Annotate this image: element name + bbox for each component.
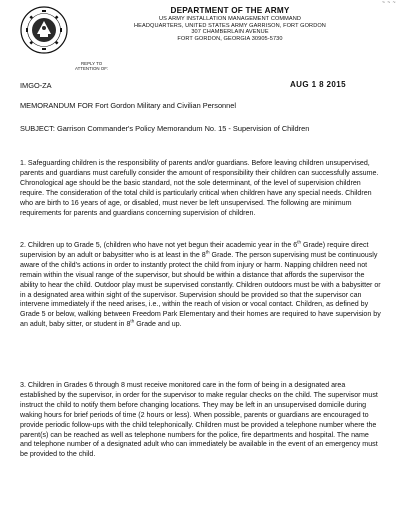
reply-to-block: [75, 61, 108, 71]
headquarters-line: HEADQUARTERS, UNITED STATES ARMY GARRISON, FORT GORDON: [134, 22, 326, 29]
corner-mark: ~ ~ ~: [381, 0, 396, 6]
paragraph-2-text: Grade and up.: [134, 320, 182, 329]
command-line: US ARMY INSTALLATION MANAGEMENT COMMAND: [158, 16, 302, 22]
ordinal-suffix: th: [205, 249, 210, 255]
city-address: FORT GORDON, GEORGIA 30905-5730: [177, 35, 283, 42]
office-symbol: IMGO-ZA: [20, 81, 52, 90]
paragraph-1: 1. Safeguarding children is the responsibility of parents and/or guardians. Before leaving children unsupervised, parents and guardians must carefully consider the amount of responsibility their children can successfully assume. Chronological age should be the basic standard, not the sole determinant, of the level of supervision children require. The consideration of the total child is particularly critical when children have any special needs. Children who are birth to 16 years of age, or disabled, must never be left unsupervised. The following are minimum requirements for parents and guardians concerning supervision of children.: [20, 159, 379, 217]
subject-line: SUBJECT: Garrison Commander's Policy Memorandum No. 15 - Supervision of Children: [20, 124, 310, 133]
ordinal-suffix: th: [130, 318, 135, 324]
paragraph-2-text: Grade. The person supervising must be continuously aware of the child's actions in order to instantly protect the child from injury or harm. Napping children need not remain within the visual range of the supervisor, but should be within a distance that affords the supervisor the ability to hear the child. Outdoor play must be supervised constantly. Children outdoors must be with a babysitter or in a designated area within sight of the supervisor. Supervision should be provided so that the supervisor can intervene immediately if the need arises, i.e., within the reach of vision or vocal contact. Children, as defined by Grade 5 or below, walking between Freedom Park Elementary and their homes are required to have supervision by an adult, baby sitter, or student in 8: [20, 250, 381, 329]
army-seal-icon: [20, 6, 68, 54]
department-title: DEPARTMENT OF THE ARMY: [170, 6, 290, 15]
paragraph-2-text: 2. Children up to Grade 5, (children who have not yet begun their academic year in the 6: [20, 241, 298, 249]
paragraph-3: 3. Children in Grades 6 through 8 must receive monitored care in the form of being in a designated area established by the supervisor, in order for the supervisor to make regular checks on the child. The supervisor must instruct the child to notify them before changing locations. They may be left in an unsupervised domicile during waking hours for brief periods of time (2 hours or less). When possible, parents or guardians are encouraged to provide periodic follow-ups with the child telephonically. Children must be provided a telephone number where the parent(s) can be reached as well as telephone numbers for the police, fire departments and hospital. The name and telephone number of a designated adult who can immediately be available in the event of an emergency must be provided to the child.: [20, 381, 378, 459]
memo-date: AUG 1 8 2015: [290, 80, 346, 89]
letterhead: [100, 6, 360, 42]
memorandum-for: MEMORANDUM FOR Fort Gordon Military and Civilian Personnel: [20, 101, 237, 110]
paragraph-2: [20, 241, 382, 330]
ordinal-suffix: th: [297, 239, 302, 245]
street-address: 307 CHAMBERLAIN AVENUE: [191, 29, 269, 36]
reply-to-label: REPLY TO: [80, 61, 103, 66]
attention-of-label: ATTENTION OF:: [75, 66, 109, 71]
paragraph-2-text: Grade) require direct supervision by an adult or babysitter who is at least in the 8: [20, 241, 369, 259]
